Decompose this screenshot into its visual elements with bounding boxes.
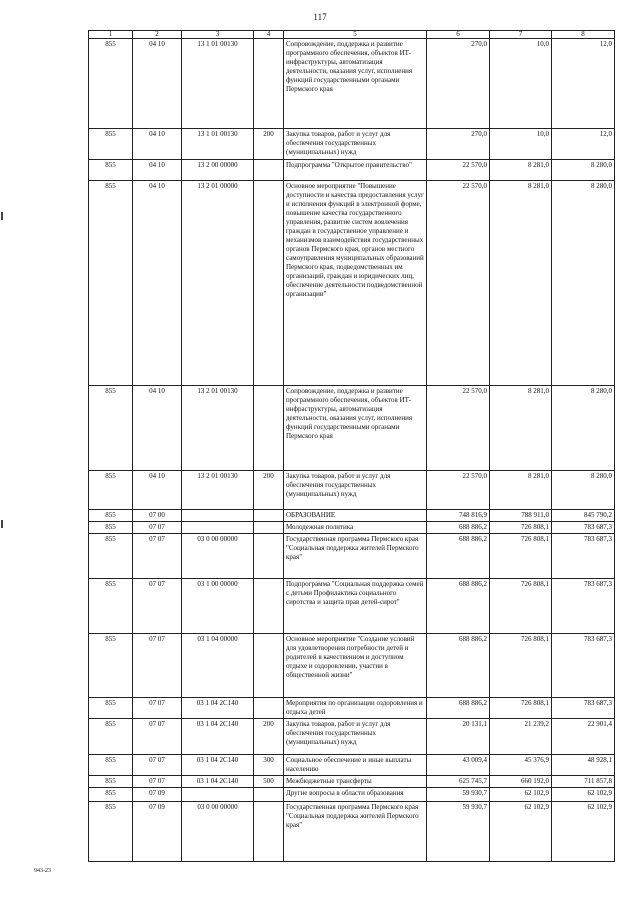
row-expense-type: 200 (254, 129, 284, 160)
row-admin-code: 855 (89, 776, 133, 788)
row-admin-code: 855 (89, 471, 133, 510)
row-target-code (182, 788, 254, 802)
row-admin-code: 855 (89, 719, 133, 755)
column-header: 2 (133, 31, 182, 39)
row-name: Государственная программа Пермского края "Социальная поддержка жителей Пермского края" (284, 802, 427, 862)
row-name: Государственная программа Пермского края "Социальная поддержка жителей Пермского края" (284, 534, 427, 579)
row-amount-col8: 711 857,8 (552, 776, 615, 788)
table-row (89, 522, 615, 534)
row-expense-type (254, 634, 284, 698)
row-amount-col7: 8 281,0 (490, 181, 552, 386)
table-row (89, 181, 615, 386)
row-admin-code: 855 (89, 522, 133, 534)
row-expense-type: 200 (254, 719, 284, 755)
row-target-code: 03 1 04 2С140 (182, 755, 254, 776)
row-section-code: 07 07 (133, 698, 182, 719)
row-target-code: 13 2 00 00000 (182, 160, 254, 181)
row-expense-type (254, 698, 284, 719)
row-expense-type (254, 386, 284, 471)
row-amount-col6: 688 886,2 (427, 534, 490, 579)
row-admin-code: 855 (89, 634, 133, 698)
row-amount-col6: 59 930,7 (427, 802, 490, 862)
row-section-code: 07 07 (133, 719, 182, 755)
column-header: 4 (254, 31, 284, 39)
row-admin-code: 855 (89, 386, 133, 471)
row-target-code: 03 0 00 00000 (182, 534, 254, 579)
row-section-code: 07 07 (133, 579, 182, 634)
table-row (89, 776, 615, 788)
table-row (89, 510, 615, 522)
row-amount-col6: 688 886,2 (427, 522, 490, 534)
row-target-code: 13 2 01 00130 (182, 471, 254, 510)
row-target-code: 13 1 01 00130 (182, 129, 254, 160)
row-name: Подпрограмма "Открытое правительство" (284, 160, 427, 181)
row-expense-type: 300 (254, 755, 284, 776)
row-amount-col7: 10,0 (490, 39, 552, 129)
row-target-code: 03 1 04 2С140 (182, 719, 254, 755)
row-name: Межбюджетные трансферты (284, 776, 427, 788)
row-target-code: 13 1 01 00130 (182, 39, 254, 129)
row-amount-col8: 845 790,2 (552, 510, 615, 522)
table-row (89, 386, 615, 471)
row-section-code: 07 07 (133, 534, 182, 579)
row-section-code: 07 07 (133, 634, 182, 698)
row-section-code: 07 07 (133, 522, 182, 534)
row-amount-col7: 62 102,9 (490, 802, 552, 862)
row-target-code: 03 0 00 00000 (182, 802, 254, 862)
row-amount-col8: 8 280,0 (552, 181, 615, 386)
row-section-code: 04 10 (133, 39, 182, 129)
margin-tick-mark (1, 520, 3, 528)
row-expense-type (254, 160, 284, 181)
row-amount-col7: 726 808,1 (490, 698, 552, 719)
footer-code: 943-23 (34, 868, 51, 874)
column-header: 3 (182, 31, 254, 39)
table-row (89, 788, 615, 802)
row-amount-col8: 48 928,1 (552, 755, 615, 776)
row-amount-col6: 22 570,0 (427, 471, 490, 510)
row-expense-type (254, 510, 284, 522)
row-admin-code: 855 (89, 160, 133, 181)
row-amount-col8: 62 102,9 (552, 802, 615, 862)
row-target-code: 03 1 04 2С140 (182, 698, 254, 719)
row-amount-col7: 660 192,0 (490, 776, 552, 788)
margin-tick-mark (1, 212, 3, 220)
row-admin-code: 855 (89, 510, 133, 522)
row-amount-col6: 688 886,2 (427, 634, 490, 698)
row-amount-col6: 22 570,0 (427, 181, 490, 386)
row-amount-col7: 21 239,2 (490, 719, 552, 755)
row-target-code: 03 1 00 00000 (182, 579, 254, 634)
row-amount-col6: 22 570,0 (427, 386, 490, 471)
row-expense-type (254, 802, 284, 862)
row-admin-code: 855 (89, 129, 133, 160)
column-header: 8 (552, 31, 615, 39)
table-row (89, 634, 615, 698)
table-row (89, 39, 615, 129)
budget-table-body (89, 39, 615, 862)
row-amount-col8: 22 901,4 (552, 719, 615, 755)
row-target-code: 13 2 01 00000 (182, 181, 254, 386)
row-amount-col7: 62 102,9 (490, 788, 552, 802)
table-row (89, 471, 615, 510)
row-amount-col8: 783 687,3 (552, 698, 615, 719)
row-target-code: 03 1 04 2С140 (182, 776, 254, 788)
page-number: 117 (313, 12, 327, 22)
row-section-code: 07 07 (133, 755, 182, 776)
row-amount-col7: 726 808,1 (490, 522, 552, 534)
column-header: 7 (490, 31, 552, 39)
row-expense-type: 500 (254, 776, 284, 788)
column-header: 5 (284, 31, 427, 39)
table-row (89, 719, 615, 755)
row-name: Мероприятия по организации оздоровления и отдыха детей (284, 698, 427, 719)
row-target-code (182, 510, 254, 522)
row-amount-col7: 8 281,0 (490, 471, 552, 510)
row-name: Подпрограмма "Социальная поддержка семей с детьми Профилактика социального сиротства и защита прав детей-сирот" (284, 579, 427, 634)
row-amount-col6: 625 745,7 (427, 776, 490, 788)
row-name: Сопровождение, поддержка и развитие программного обеспечения, объектов ИТ-инфраструктуры, автоматизация деятельности, оказания услуг, исполнения функций государственными органами Пермского края (284, 39, 427, 129)
row-name: Закупка товаров, работ и услуг для обеспечения государственных (муниципальных) нужд (284, 129, 427, 160)
row-amount-col7: 10,0 (490, 129, 552, 160)
column-number-row (89, 31, 615, 39)
row-name: ОБРАЗОВАНИЕ (284, 510, 427, 522)
row-section-code: 07 00 (133, 510, 182, 522)
row-amount-col7: 726 808,1 (490, 579, 552, 634)
row-section-code: 07 09 (133, 802, 182, 862)
row-amount-col8: 783 687,3 (552, 579, 615, 634)
row-amount-col6: 43 009,4 (427, 755, 490, 776)
table-row (89, 698, 615, 719)
row-amount-col8: 8 280,0 (552, 160, 615, 181)
row-expense-type (254, 579, 284, 634)
row-amount-col7: 8 281,0 (490, 160, 552, 181)
row-admin-code: 855 (89, 698, 133, 719)
row-amount-col8: 12,0 (552, 39, 615, 129)
row-expense-type (254, 788, 284, 802)
row-section-code: 04 10 (133, 129, 182, 160)
row-expense-type (254, 181, 284, 386)
row-section-code: 04 10 (133, 471, 182, 510)
row-amount-col6: 270,0 (427, 129, 490, 160)
budget-table (88, 30, 615, 862)
row-amount-col6: 270,0 (427, 39, 490, 129)
table-row (89, 755, 615, 776)
row-name: Закупка товаров, работ и услуг для обеспечения государственных (муниципальных) нужд (284, 471, 427, 510)
row-amount-col6: 20 131,1 (427, 719, 490, 755)
row-name: Основное мероприятие "Создание условий для удовлетворения потребности детей и родителей в качественном и доступном отдыхе и оздоровлении, участии в общественной жизни" (284, 634, 427, 698)
table-row (89, 579, 615, 634)
row-name: Другие вопросы в области образования (284, 788, 427, 802)
row-name: Сопровождение, поддержка и развитие программного обеспечения, объектов ИТ-инфраструктуры, автоматизация деятельности, оказания услуг, исполнения функций государственными органами Пермского края (284, 386, 427, 471)
row-expense-type (254, 534, 284, 579)
row-name: Социальное обеспечение и иные выплаты населению (284, 755, 427, 776)
row-amount-col8: 783 687,3 (552, 522, 615, 534)
row-amount-col8: 12,0 (552, 129, 615, 160)
row-amount-col7: 788 911,0 (490, 510, 552, 522)
row-amount-col6: 748 816,9 (427, 510, 490, 522)
column-header: 1 (89, 31, 133, 39)
row-admin-code: 855 (89, 802, 133, 862)
row-amount-col7: 45 376,9 (490, 755, 552, 776)
row-amount-col7: 8 281,0 (490, 386, 552, 471)
row-admin-code: 855 (89, 181, 133, 386)
row-amount-col7: 726 808,1 (490, 634, 552, 698)
row-amount-col6: 59 930,7 (427, 788, 490, 802)
row-admin-code: 855 (89, 788, 133, 802)
row-amount-col8: 62 102,9 (552, 788, 615, 802)
table-row (89, 160, 615, 181)
row-section-code: 04 10 (133, 386, 182, 471)
row-section-code: 04 10 (133, 160, 182, 181)
table-row (89, 129, 615, 160)
row-expense-type: 200 (254, 471, 284, 510)
row-amount-col6: 688 886,2 (427, 579, 490, 634)
row-admin-code: 855 (89, 579, 133, 634)
row-admin-code: 855 (89, 534, 133, 579)
row-name: Молодежная политика (284, 522, 427, 534)
row-name: Основное мероприятие "Повышение доступности и качества предоставления услуг и исполнения функций в электронной форме, повышение качества государственного управления, развитие систем вовлечения граждан в государственное управление и механизмов взаимодействия государственных органов Пермского края, органов местного самоуправления муниципальных образований Пермского края, подведомственных им организаций, граждан и юридических лиц, обеспечение деятельности подведомственной организации" (284, 181, 427, 386)
row-amount-col6: 688 886,2 (427, 698, 490, 719)
row-admin-code: 855 (89, 755, 133, 776)
row-section-code: 07 09 (133, 788, 182, 802)
row-admin-code: 855 (89, 39, 133, 129)
row-target-code (182, 522, 254, 534)
row-expense-type (254, 522, 284, 534)
row-amount-col7: 726 808,1 (490, 534, 552, 579)
column-header: 6 (427, 31, 490, 39)
row-amount-col8: 783 687,3 (552, 534, 615, 579)
table-row (89, 534, 615, 579)
row-section-code: 07 07 (133, 776, 182, 788)
row-name: Закупка товаров, работ и услуг для обеспечения государственных (муниципальных) нужд (284, 719, 427, 755)
row-amount-col8: 783 687,3 (552, 634, 615, 698)
row-target-code: 13 2 01 00130 (182, 386, 254, 471)
row-section-code: 04 10 (133, 181, 182, 386)
row-amount-col8: 8 280,0 (552, 386, 615, 471)
row-target-code: 03 1 04 00000 (182, 634, 254, 698)
row-expense-type (254, 39, 284, 129)
row-amount-col6: 22 570,0 (427, 160, 490, 181)
table-row (89, 802, 615, 862)
row-amount-col8: 8 280,0 (552, 471, 615, 510)
